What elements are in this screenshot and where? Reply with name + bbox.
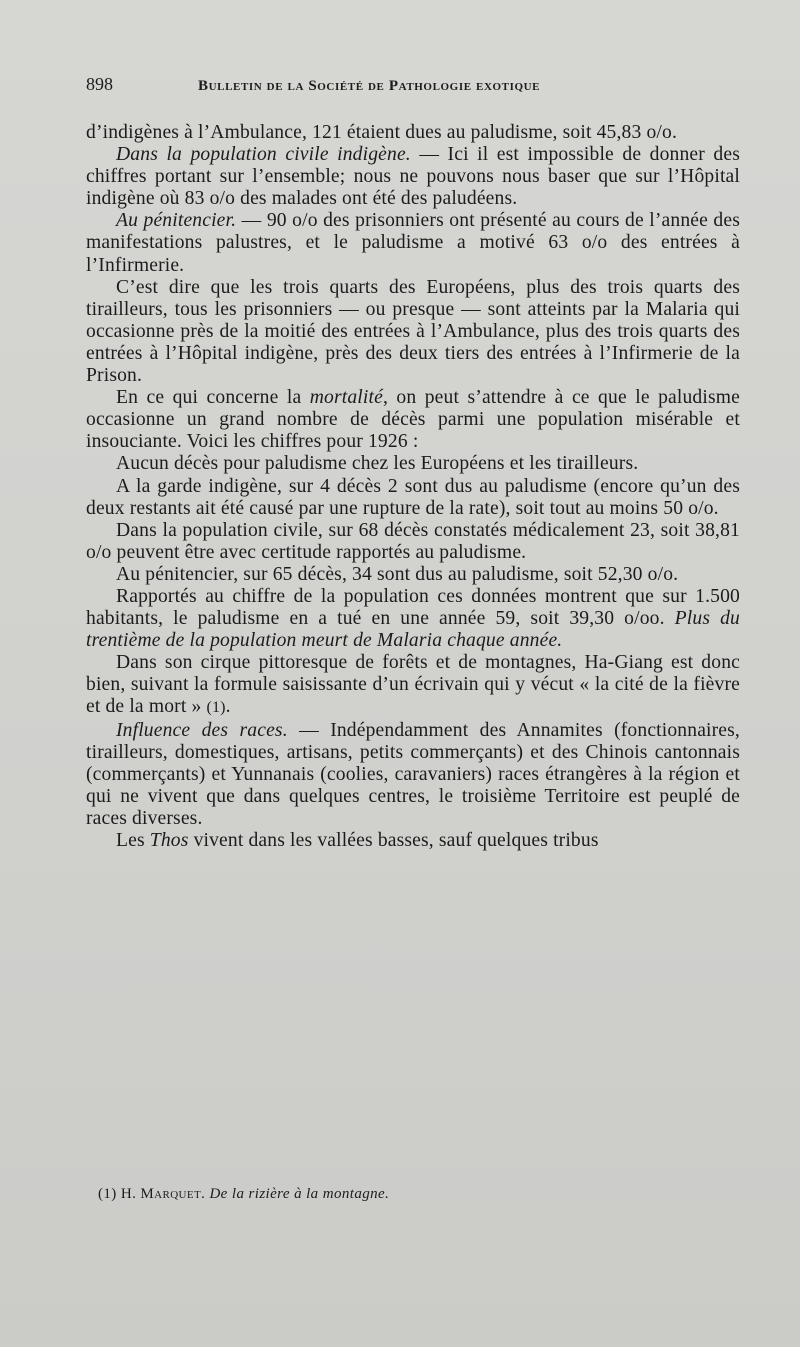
paragraph <box>86 720 740 830</box>
text-run: Influence des races. <box>116 719 288 741</box>
paragraph <box>86 520 740 564</box>
text-run: Les <box>116 830 150 851</box>
text-run: , on peut s’attendre à ce que le paludisme occasionne un grand nombre de décès parmi une population misérable et insouciante. Voici les chiffres pour 1926 : <box>86 387 740 453</box>
text-run: mortalité <box>309 387 383 409</box>
page-number: 898 <box>86 74 113 94</box>
paragraph <box>86 144 740 210</box>
text-run: Thos <box>149 830 189 851</box>
footnote-ref: (1) <box>206 699 226 717</box>
footnote-title: De la rizière à la montagne. <box>209 1186 390 1202</box>
paragraph <box>86 652 740 719</box>
paragraph <box>86 586 740 652</box>
text-run: Au pénitencier, sur 65 décès, 34 sont dus au paludisme, soit 52,30 o/o. <box>116 563 679 585</box>
text-run: Dans la population civile, sur 68 décès constatés médicalement 23, soit 38,81 o/o peuvent être avec certitude rapportés au paludisme. <box>86 519 740 563</box>
paragraph <box>86 277 740 387</box>
paragraph <box>86 453 740 475</box>
text-run: Rapportés au chiffre de la population ces données montrent que sur 1.500 habitants, le paludisme en a tué en une année 59, soit 39,30 o/oo. <box>86 585 740 630</box>
text-run: vivent dans les vallées basses, sauf quelques tribus <box>188 830 599 851</box>
footnote-number: (1) <box>98 1186 117 1202</box>
text-run: — Ici il est impossible de donner des chiffres portant sur l’ensemble; nous ne pouvons nous baser que sur l’Hôpital indigène où 83 o/o des malades ont été des paludéens. <box>86 144 740 210</box>
paragraph <box>86 476 740 520</box>
text-run: Dans son cirque pittoresque de forêts et de montagnes, Ha-Giang est donc bien, suivant la formule saisissante d’un écrivain qui y vécut « la cité de la fièvre et de la mort » <box>86 652 740 718</box>
text-run: . <box>225 696 231 718</box>
paragraph <box>86 564 740 586</box>
text-run: Aucun décès pour paludisme chez les Européens et les tirailleurs. <box>116 453 639 475</box>
footnote <box>98 1186 718 1203</box>
text-run: Dans la population civile indigène. <box>116 144 411 166</box>
running-head: Bulletin de la Société de Pathologie exotique <box>198 78 541 94</box>
text-run: Au pénitencier. <box>116 210 237 232</box>
text-run: C’est dire que les trois quarts des Européens, plus des trois quarts des tirailleurs, tous les prisonniers — ou presque — sont atteints par la Malaria qui occasionne près de la moitié des entrées à l’Ambulance, plus des trois quarts des entrées à l’Hôpital indigène, près des deux tiers des entrées à l’Infirmerie de la Prison. <box>86 276 740 387</box>
page-header <box>86 74 746 102</box>
text-run: — Indépendamment des Annamites (fonctionnaires, tirailleurs, domestiques, artisans, petits commerçants) et des Chinois cantonnais (commerçants) et Yunnanais (coolies, caravaniers) races étrangères à la région et qui ne vivent que dans quelques centres, le troisième Territoire est peuplé de races diverses. <box>86 719 740 829</box>
paragraph <box>86 122 740 144</box>
text-run: d’indigènes à l’Ambulance, 121 étaient dues au paludisme, soit 45,83 o/o. <box>86 122 678 143</box>
body-text <box>86 122 740 852</box>
paragraph <box>86 387 740 453</box>
paragraph <box>86 830 740 852</box>
text-run: En ce qui concerne la <box>116 387 310 409</box>
paragraph <box>86 210 740 276</box>
text-run: A la garde indigène, sur 4 décès 2 sont dus au paludisme (encore qu’un des deux restants ait été causé par une rupture de la rate), soit tout au moins 50 o/o. <box>86 475 740 519</box>
text-run: — 90 o/o des prisonniers ont présenté au cours de l’année des manifestations palustres, et le paludisme a motivé 63 o/o des entrées à l’Infirmerie. <box>86 210 740 276</box>
footnote-author: H. Marquet. <box>120 1186 206 1202</box>
text-run: Plus du trentième de la population meurt de Malaria chaque année. <box>86 608 740 652</box>
